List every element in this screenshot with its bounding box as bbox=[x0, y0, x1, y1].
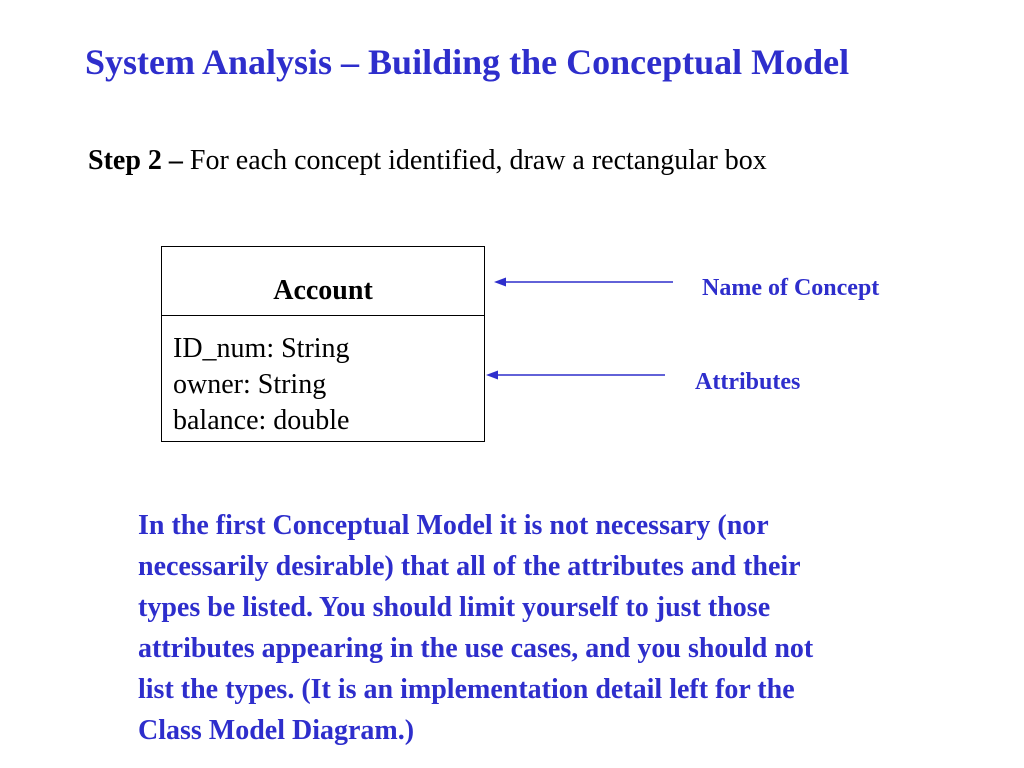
note-paragraph bbox=[138, 505, 978, 751]
note-line: attributes appearing in the use cases, and you should not bbox=[138, 633, 814, 664]
arrow-name-of-concept bbox=[494, 278, 673, 287]
step-text: For each concept identified, draw a rectangular box bbox=[182, 145, 767, 176]
note-line: In the first Conceptual Model it is not necessary (nor bbox=[138, 510, 769, 541]
annotation-name-of-concept: Name of Concept bbox=[702, 275, 880, 301]
annotation-attributes: Attributes bbox=[695, 369, 801, 395]
concept-name: Account bbox=[273, 275, 373, 306]
attribute-line: ID_num: String bbox=[173, 333, 350, 364]
note-line: list the types. (It is an implementation detail left for the bbox=[138, 674, 795, 705]
step-label: Step 2 – bbox=[88, 145, 183, 176]
note-line: types be listed. You should limit yourself to just those bbox=[138, 592, 771, 623]
arrow-attributes bbox=[486, 371, 665, 380]
slide-title: System Analysis – Building the Conceptual Model bbox=[85, 42, 850, 82]
attribute-line: balance: double bbox=[173, 405, 350, 436]
attribute-line: owner: String bbox=[173, 369, 327, 400]
note-line: necessarily desirable) that all of the attributes and their bbox=[138, 551, 801, 582]
note-line: Class Model Diagram.) bbox=[138, 715, 415, 746]
